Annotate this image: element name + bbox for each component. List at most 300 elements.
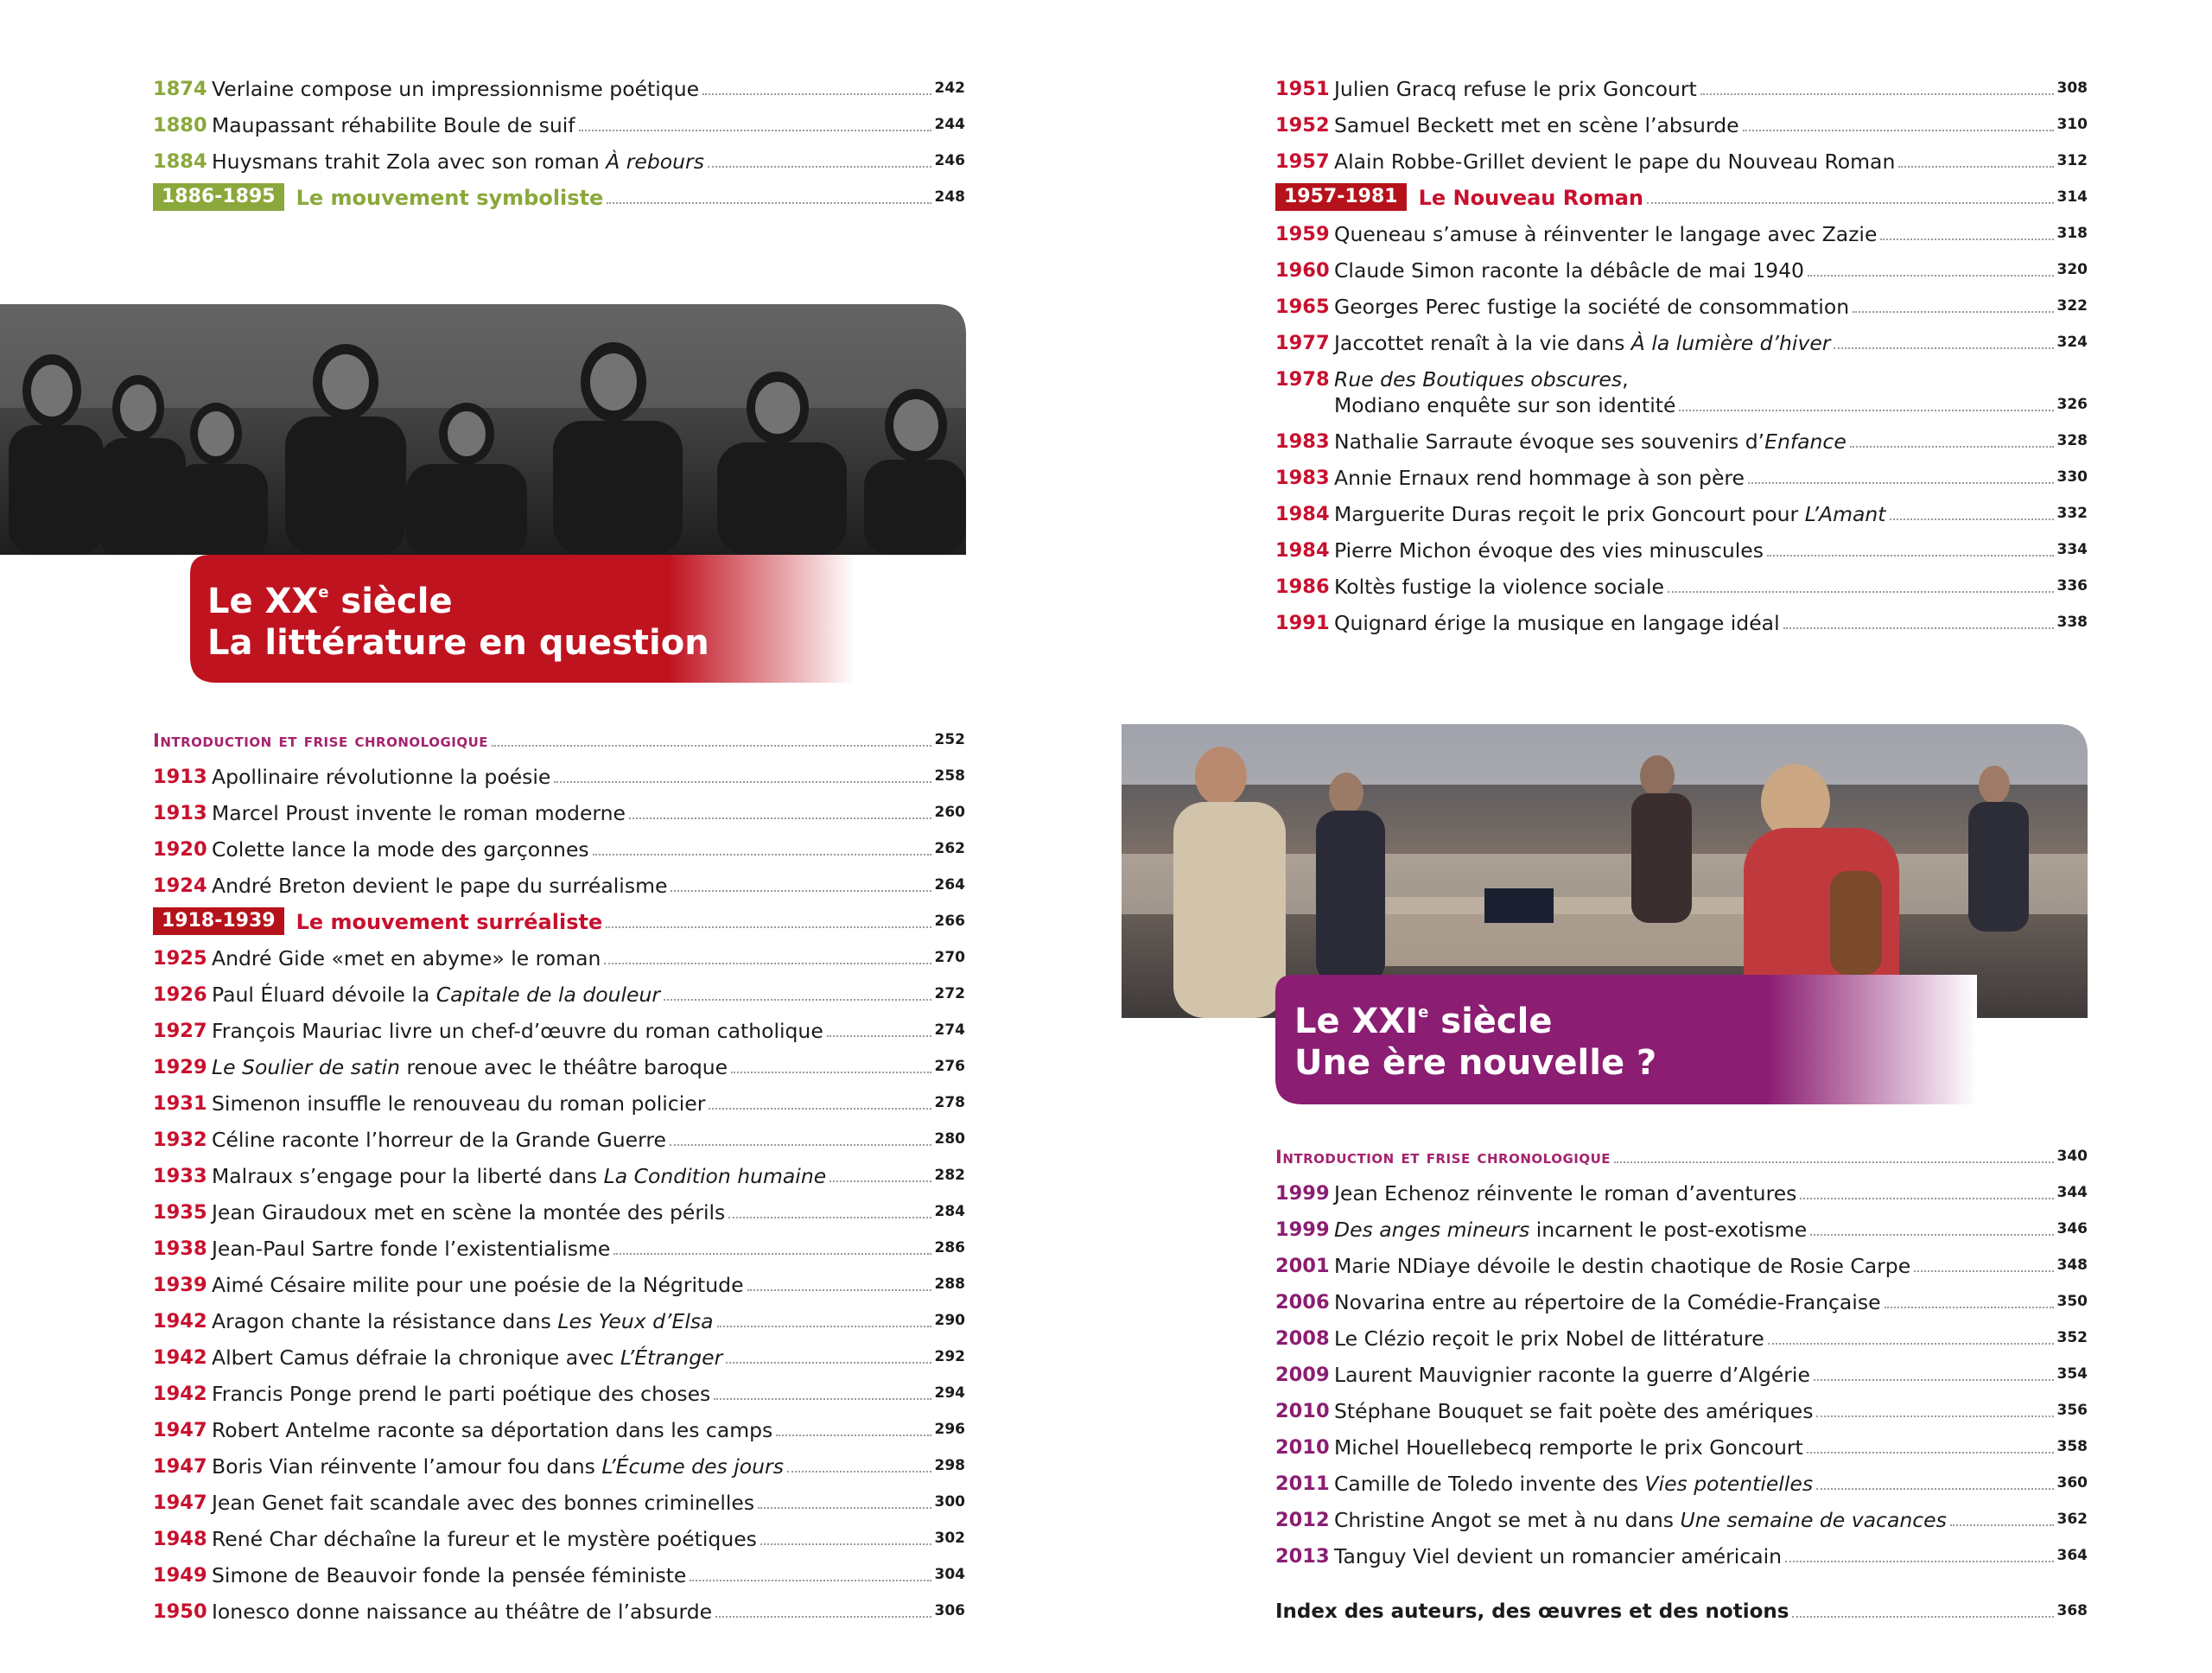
page-number: 322 — [2056, 297, 2088, 315]
entry-title — [1334, 429, 1847, 455]
entry-year: 1984 — [1275, 539, 1330, 562]
page-number: 326 — [2056, 396, 2088, 413]
entry-title — [212, 1054, 728, 1080]
entry-title: Claude Simon raconte la débâcle de mai 1940 — [1334, 258, 1804, 283]
entry-title: Maupassant réhabilite Boule de suif — [212, 113, 575, 137]
page-number: 312 — [2056, 152, 2088, 169]
entry-year: 1951 — [1275, 78, 1330, 100]
entry-title — [1334, 330, 1830, 356]
toc-entry[interactable] — [1275, 140, 2088, 175]
dot-leader — [670, 1143, 931, 1146]
page-number: 358 — [2056, 1438, 2088, 1455]
entry-title: François Mauriac livre un chef-d’œuvre du roman catholique — [212, 1019, 823, 1043]
dot-leader — [714, 1397, 931, 1400]
page-number: 362 — [2056, 1511, 2088, 1528]
period-badge: 1957-1981 — [1275, 183, 1407, 211]
toc-entry[interactable] — [1275, 176, 2088, 211]
entry-title: Michel Houellebecq remporte le prix Goncourt — [1334, 1435, 1803, 1460]
entry-title: René Char déchaîne la fureur et le mystère poétiques — [212, 1527, 757, 1551]
page-number: 356 — [2056, 1402, 2088, 1419]
entry-year: 1932 — [153, 1129, 207, 1151]
entry-year: 1942 — [153, 1346, 207, 1369]
toc-entry[interactable] — [153, 67, 965, 102]
dot-leader — [1808, 274, 2054, 277]
dot-leader — [492, 744, 931, 747]
page-number: 282 — [934, 1167, 965, 1184]
entry-year: 1983 — [1275, 467, 1330, 489]
page-number: 324 — [2056, 334, 2088, 351]
page-number: 306 — [934, 1602, 965, 1619]
entry-year: 1952 — [1275, 114, 1330, 137]
page-number: 246 — [934, 152, 965, 169]
dot-leader — [1880, 238, 2053, 240]
page-number: 328 — [2056, 432, 2088, 449]
entry-title: Le Clézio reçoit le prix Nobel de littérature — [1334, 1326, 1764, 1351]
entry-year: 1880 — [153, 114, 207, 137]
toc-entry[interactable] — [1275, 1244, 2088, 1279]
entry-title: Apollinaire révolutionne la poésie — [212, 765, 551, 789]
toc-entry[interactable] — [153, 140, 965, 175]
entry-year: 1920 — [153, 838, 207, 861]
page-number: 314 — [2056, 188, 2088, 206]
entry-title-italic: L’Amant — [1804, 502, 1886, 526]
entry-year: 2013 — [1275, 1545, 1330, 1568]
entry-year: 1884 — [153, 150, 207, 173]
entry-year: 1939 — [153, 1274, 207, 1296]
entry-title: Robert Antelme raconte sa déportation dans les camps — [212, 1418, 773, 1442]
entry-year: 1986 — [1275, 576, 1330, 598]
entry-title-italic: L’Écume des jours — [601, 1454, 784, 1479]
toc-entry[interactable] — [1275, 213, 2088, 247]
entry-title: Francis Ponge prend le parti poétique des choses — [212, 1382, 711, 1406]
entry-year: 1933 — [153, 1165, 207, 1187]
entry-title — [212, 1345, 722, 1371]
toc-entry[interactable] — [1275, 1426, 2088, 1460]
entry-title — [212, 1163, 826, 1189]
photo-20th-century — [0, 304, 966, 683]
entry-year: 1924 — [153, 875, 207, 897]
entry-title-part: Jaccottet renaît à la vie dans — [1334, 331, 1631, 355]
banner-21st-century — [1268, 982, 1960, 1094]
entry-year: 1874 — [153, 78, 207, 100]
period-badge: 1918-1939 — [153, 907, 284, 935]
page-number: 290 — [934, 1312, 965, 1329]
toc-entry[interactable] — [153, 1445, 965, 1479]
toc-entry[interactable] — [1275, 420, 2088, 455]
toc-entry[interactable] — [153, 1009, 965, 1044]
toc-entry[interactable] — [1275, 565, 2088, 600]
dot-leader — [827, 1034, 931, 1037]
page-number: 288 — [934, 1275, 965, 1293]
entry-title-italic: Capitale de la douleur — [435, 983, 661, 1007]
toc-entry[interactable] — [1275, 1172, 2088, 1206]
entry-year: 1948 — [153, 1528, 207, 1550]
entry-title-italic: La Condition humaine — [603, 1164, 827, 1188]
dot-leader — [554, 780, 931, 783]
entry-title-italic: À rebours — [606, 149, 704, 174]
entry-title-italic: Enfance — [1764, 429, 1847, 454]
toc-entry[interactable] — [1275, 601, 2088, 636]
page-number: 242 — [934, 80, 965, 97]
dot-leader — [1647, 201, 2054, 204]
entry-title: Céline raconte l’horreur de la Grande Guerre — [212, 1128, 666, 1152]
entry-year: 1999 — [1275, 1182, 1330, 1205]
dot-leader — [1885, 1306, 2054, 1308]
dot-leader — [708, 165, 931, 168]
dot-leader — [1853, 310, 2053, 313]
entry-title: Koltès fustige la violence sociale — [1334, 575, 1664, 599]
toc-entry[interactable] — [153, 973, 965, 1008]
entry-year: 1913 — [153, 766, 207, 788]
photo-21st-century — [1122, 724, 2088, 1104]
banner-21st-subtitle: Une ère nouvelle ? — [1294, 1043, 1657, 1083]
banner-20th-title: Le XXe siècle — [207, 582, 453, 621]
entry-title: Stéphane Bouquet se fait poète des amériques — [1334, 1399, 1814, 1423]
entry-title: Alain Robbe-Grillet devient le pape du Nouveau Roman — [1334, 149, 1896, 174]
entry-title-line2: Modiano enquête sur son identité — [1334, 393, 1676, 417]
page-number: 344 — [2056, 1184, 2088, 1201]
period-badge: 1886-1895 — [153, 183, 284, 211]
dot-leader — [1890, 518, 2054, 520]
entry-title: Simenon insuffle le renouveau du roman policier — [212, 1091, 706, 1116]
entry-year: 1983 — [1275, 430, 1330, 453]
entry-title: Jean Giraudoux met en scène la montée des périls — [212, 1200, 726, 1225]
page-number: 334 — [2056, 541, 2088, 558]
dot-leader — [1898, 165, 2053, 168]
entry-title-part: Huysmans trahit Zola avec son roman — [212, 149, 607, 174]
page-number: 260 — [934, 804, 965, 821]
toc-entry[interactable] — [1275, 456, 2088, 491]
entry-title: Laurent Mauvignier raconte la guerre d’Algérie — [1334, 1363, 1810, 1387]
toc-entry[interactable] — [153, 1082, 965, 1116]
toc-entry[interactable] — [1275, 249, 2088, 283]
entry-title-part: Paul Éluard dévoile la — [212, 983, 436, 1007]
toc-entry[interactable] — [1275, 104, 2088, 138]
entry-title: André Breton devient le pape du surréalisme — [212, 874, 668, 898]
entry-title-part: Boris Vian réinvente l’amour fou dans — [212, 1454, 602, 1479]
entry-title: Aimé Césaire milite pour une poésie de la Négritude — [212, 1273, 744, 1297]
entry-year: 1991 — [1275, 612, 1330, 634]
toc-entry[interactable] — [153, 1118, 965, 1153]
toc-entry[interactable] — [153, 1046, 965, 1080]
entry-title: Annie Ernaux rend hommage à son père — [1334, 466, 1745, 490]
entry-year: 1960 — [1275, 259, 1330, 282]
dot-leader — [1914, 1269, 2053, 1272]
entry-title-part: renoue avec le théâtre baroque — [399, 1055, 728, 1079]
toc-entry[interactable] — [153, 900, 965, 935]
toc-entry[interactable] — [1275, 285, 2088, 320]
entry-title-part: Camille de Toledo invente des — [1334, 1472, 1645, 1496]
entry-title-wrap — [1334, 366, 1675, 418]
page-number: 298 — [934, 1457, 965, 1474]
page-number: 284 — [934, 1203, 965, 1220]
entry-title: Tanguy Viel devient un romancier américain — [1334, 1544, 1783, 1568]
toc-entry[interactable] — [1275, 1135, 2088, 1170]
banner-20th-century — [181, 562, 838, 674]
page-number: 292 — [934, 1348, 965, 1365]
banner-21st-title: Le XXIe siècle — [1294, 1002, 1553, 1041]
toc-entry[interactable] — [1275, 1281, 2088, 1315]
entry-year: 1949 — [153, 1564, 207, 1587]
page-number: 340 — [2056, 1148, 2088, 1165]
page-number: 360 — [2056, 1474, 2088, 1492]
page-number: 264 — [934, 876, 965, 894]
toc-entry[interactable] — [153, 104, 965, 138]
entry-title-italic: Rue des Boutiques obscures — [1334, 367, 1623, 391]
page-number: 272 — [934, 985, 965, 1002]
entry-year: 1926 — [153, 983, 207, 1006]
toc-entry[interactable] — [1275, 1462, 2088, 1497]
dot-leader — [613, 1252, 931, 1255]
dot-leader — [1800, 1197, 2053, 1199]
dot-leader — [1785, 1560, 2053, 1562]
toc-entry[interactable] — [153, 828, 965, 862]
entry-title-part: Aragon chante la résistance dans — [212, 1309, 558, 1333]
dot-leader — [1743, 129, 2054, 131]
toc-entry[interactable] — [1275, 321, 2088, 356]
entry-year: 1942 — [153, 1310, 207, 1333]
toc-entry[interactable] — [153, 1300, 965, 1334]
entry-title-part: Albert Camus défraie la chronique avec — [212, 1345, 620, 1370]
entry-title-italic: Les Yeux d’Elsa — [557, 1309, 714, 1333]
toc-entry[interactable] — [153, 792, 965, 826]
entry-title — [212, 149, 704, 175]
page-number: 274 — [934, 1021, 965, 1039]
movement-title: Le Nouveau Roman — [1418, 186, 1643, 210]
page-number: 352 — [2056, 1329, 2088, 1346]
entry-title: Jean-Paul Sartre fonde l’existentialisme — [212, 1237, 611, 1261]
entry-title-part: , — [1622, 367, 1629, 391]
section-intro-label: Introduction et frise chronologique — [1275, 1147, 1611, 1167]
page-number: 332 — [2056, 505, 2088, 522]
dot-leader — [1816, 1415, 2053, 1417]
toc-entry[interactable] — [153, 937, 965, 971]
toc-entry[interactable] — [153, 1227, 965, 1262]
dot-leader — [760, 1543, 931, 1545]
toc-entry[interactable] — [1275, 493, 2088, 527]
entry-title-part: Christine Angot se met à nu dans — [1334, 1508, 1681, 1532]
banner-20th-subtitle: La littérature en question — [207, 623, 709, 663]
index-label: Index des auteurs, des œuvres et des notions — [1275, 1600, 1789, 1623]
dot-leader — [787, 1470, 931, 1473]
page-number: 308 — [2056, 80, 2088, 97]
movement-title: Le mouvement symboliste — [296, 186, 604, 210]
entry-year: 1935 — [153, 1201, 207, 1224]
toc-entry[interactable] — [153, 1409, 965, 1443]
movement-title: Le mouvement surréaliste — [296, 910, 603, 934]
entry-title-italic: Vies potentielles — [1644, 1472, 1814, 1496]
entry-year: 1947 — [153, 1419, 207, 1441]
page-number: 350 — [2056, 1293, 2088, 1310]
dot-leader — [717, 1325, 931, 1327]
toc-entry[interactable] — [1275, 1390, 2088, 1424]
page-number: 280 — [934, 1130, 965, 1148]
toc-entry[interactable] — [153, 1336, 965, 1371]
toc-entry[interactable] — [153, 176, 965, 211]
entry-title — [1334, 1507, 1947, 1533]
entry-year: 1984 — [1275, 503, 1330, 525]
entry-title: Jean Echenoz réinvente le roman d’aventures — [1334, 1181, 1797, 1205]
page-number: 330 — [2056, 468, 2088, 486]
page-number: 354 — [2056, 1365, 2088, 1383]
page-number: 368 — [2056, 1602, 2088, 1619]
entry-year: 1957 — [1275, 150, 1330, 173]
dot-leader — [726, 1361, 931, 1364]
dot-leader — [776, 1434, 931, 1436]
dot-leader — [715, 1615, 931, 1618]
entry-title — [1334, 366, 1675, 392]
dot-leader — [1668, 590, 2054, 593]
entry-year: 1978 — [1275, 368, 1330, 391]
entry-year: 1931 — [153, 1092, 207, 1115]
entry-year: 1938 — [153, 1237, 207, 1260]
entry-title: Queneau s’amuse à réinventer le langage avec Zazie — [1334, 222, 1878, 246]
entry-title: Pierre Michon évoque des vies minuscules — [1334, 538, 1764, 563]
dot-leader — [1792, 1615, 2053, 1618]
dot-leader — [1783, 627, 2054, 629]
dot-leader — [1767, 554, 2054, 557]
entry-title: Samuel Beckett met en scène l’absurde — [1334, 113, 1739, 137]
dot-leader — [1850, 445, 2054, 448]
entry-title-part: incarnent le post-exotisme — [1529, 1218, 1808, 1242]
toc-entry[interactable] — [153, 1481, 965, 1516]
toc-entry[interactable] — [153, 1191, 965, 1225]
toc-entry[interactable] — [153, 1155, 965, 1189]
dot-leader — [690, 1579, 931, 1581]
entry-year: 2011 — [1275, 1473, 1330, 1495]
entry-year: 1965 — [1275, 296, 1330, 318]
entry-year: 1947 — [153, 1455, 207, 1478]
dot-leader — [579, 129, 931, 131]
dot-leader — [1816, 1487, 2053, 1490]
dot-leader — [1679, 409, 2053, 411]
page-number: 270 — [934, 949, 965, 966]
page-number: 262 — [934, 840, 965, 857]
toc-entry[interactable] — [1275, 358, 2088, 418]
entry-year: 2010 — [1275, 1436, 1330, 1459]
page-number: 258 — [934, 767, 965, 785]
entry-title: Colette lance la mode des garçonnes — [212, 837, 589, 862]
toc-entry[interactable] — [153, 1263, 965, 1298]
toc-entry[interactable] — [1275, 529, 2088, 563]
entry-title — [1334, 1217, 1807, 1243]
dot-leader — [731, 1071, 931, 1073]
entry-year: 2010 — [1275, 1400, 1330, 1422]
entry-title — [1334, 501, 1886, 527]
dot-leader — [664, 998, 931, 1001]
page-number: 244 — [934, 116, 965, 133]
entry-year: 2009 — [1275, 1364, 1330, 1386]
page-number: 300 — [934, 1493, 965, 1511]
dot-leader — [1748, 481, 2053, 484]
toc-entry[interactable] — [1275, 1498, 2088, 1533]
dot-leader — [671, 889, 931, 892]
page-number: 276 — [934, 1058, 965, 1075]
page-number: 310 — [2056, 116, 2088, 133]
entry-year: 2012 — [1275, 1509, 1330, 1531]
entry-title: Marcel Proust invente le roman moderne — [212, 801, 626, 825]
page-number: 286 — [934, 1239, 965, 1256]
page-number: 318 — [2056, 225, 2088, 242]
section-intro-label: Introduction et frise chronologique — [153, 730, 489, 751]
entry-title-part: Nathalie Sarraute évoque ses souvenirs d’ — [1334, 429, 1765, 454]
dot-leader — [1814, 1378, 2054, 1381]
dot-leader — [758, 1506, 931, 1509]
entry-title-italic: L’Étranger — [620, 1345, 723, 1370]
entry-year: 2001 — [1275, 1255, 1330, 1277]
toc-entry[interactable] — [1275, 1208, 2088, 1243]
entry-title — [212, 1454, 784, 1479]
entry-title: Julien Gracq refuse le prix Goncourt — [1334, 77, 1697, 101]
page-number: 348 — [2056, 1256, 2088, 1274]
entry-title — [212, 982, 660, 1008]
entry-title: Ionesco donne naissance au théâtre de l’absurde — [212, 1600, 713, 1624]
dot-leader — [702, 92, 931, 95]
toc-entry-index[interactable] — [1275, 1590, 2088, 1625]
page-number: 278 — [934, 1094, 965, 1111]
toc-entry[interactable] — [153, 1517, 965, 1552]
entry-title-part: Marguerite Duras reçoit le prix Goncourt pour — [1334, 502, 1805, 526]
page-number: 248 — [934, 188, 965, 206]
entry-title-italic: À la lumière d’hiver — [1630, 331, 1831, 355]
entry-title: Georges Perec fustige la société de consommation — [1334, 295, 1850, 319]
entry-title: Jean Genet fait scandale avec des bonnes criminelles — [212, 1491, 755, 1515]
entry-title-italic: Des anges mineurs — [1334, 1218, 1530, 1242]
entry-title-italic: Une semaine de vacances — [1680, 1508, 1947, 1532]
dot-leader — [593, 853, 931, 856]
entry-title — [1334, 1471, 1813, 1497]
entry-title: Quignard érige la musique en langage idéal — [1334, 611, 1780, 635]
entry-title: André Gide «met en abyme» le roman — [212, 946, 601, 970]
entry-title-part: Malraux s’engage pour la liberté dans — [212, 1164, 604, 1188]
dot-leader — [629, 817, 931, 819]
toc-entry[interactable] — [1275, 1353, 2088, 1388]
page-number: 336 — [2056, 577, 2088, 595]
entry-year: 1977 — [1275, 332, 1330, 354]
toc-entry[interactable] — [1275, 67, 2088, 102]
entry-year: 1950 — [153, 1600, 207, 1623]
dot-leader — [830, 1180, 931, 1182]
toc-entry[interactable] — [153, 1372, 965, 1407]
entry-year: 1959 — [1275, 223, 1330, 245]
dot-leader — [1614, 1161, 2053, 1163]
dot-leader — [747, 1288, 931, 1291]
entry-year: 1925 — [153, 947, 207, 970]
page-number: 252 — [934, 731, 965, 748]
dot-leader — [709, 1107, 931, 1110]
toc-entry[interactable] — [153, 755, 965, 790]
dot-leader — [1950, 1524, 2054, 1526]
page-number: 294 — [934, 1384, 965, 1402]
entry-year: 1913 — [153, 802, 207, 824]
entry-year: 1947 — [153, 1492, 207, 1514]
dot-leader — [604, 962, 931, 964]
entry-title — [212, 1308, 714, 1334]
page-number: 296 — [934, 1421, 965, 1438]
dot-leader — [1768, 1342, 2054, 1345]
dot-leader — [606, 926, 931, 928]
toc-entry[interactable] — [153, 864, 965, 899]
dot-leader — [1700, 92, 2054, 95]
toc-entry[interactable] — [1275, 1317, 2088, 1352]
page-number: 302 — [934, 1530, 965, 1547]
page-number: 320 — [2056, 261, 2088, 278]
toc-entry[interactable] — [153, 1590, 965, 1625]
toc-entry[interactable] — [1275, 1535, 2088, 1569]
toc-entry[interactable] — [153, 719, 965, 754]
page-number: 266 — [934, 913, 965, 930]
toc-entry[interactable] — [153, 1554, 965, 1588]
